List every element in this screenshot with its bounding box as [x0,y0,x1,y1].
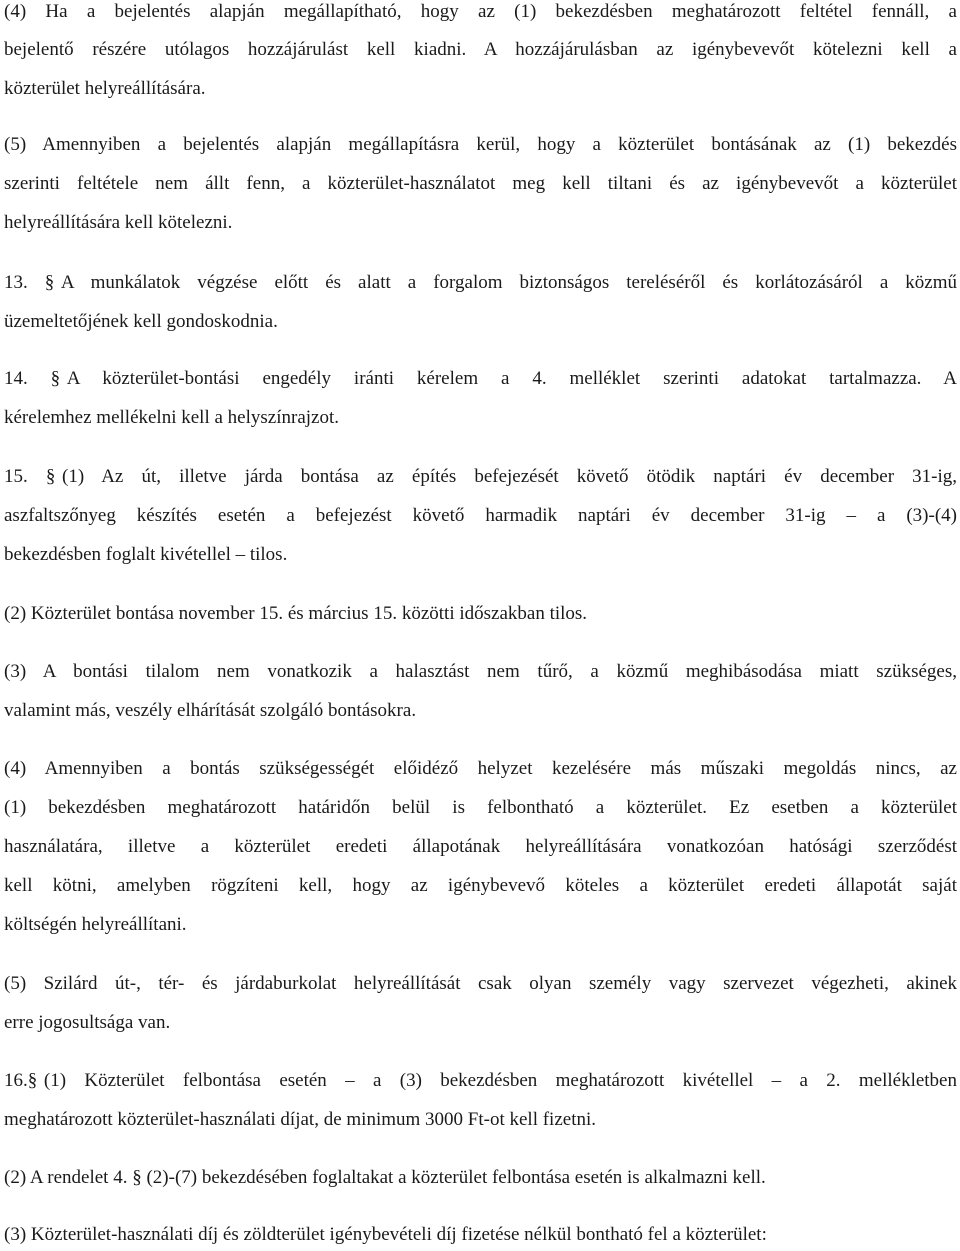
text-line: aszfaltszőnyeg készítés esetén a befejezést követő harmadik naptári év december 31-ig – a (3)-(4) [4,505,957,526]
text-line: közterület helyreállítására. [4,78,206,99]
section-number: 13. [4,272,28,293]
text-line: (2) Közterület bontása november 15. és március 15. közötti időszakban tilos. [4,603,588,624]
section-text: (1) Az út, illetve járda bontása az építés befejezését követő ötödik naptári év december 31-ig, [62,466,957,487]
text-line: (2) A rendelet 4. § (2)-(7) bekezdésében foglaltakat a közterület felbontása esetén is alkalmazni kell. [4,1167,766,1188]
text-line: (5) Amennyiben a bejelentés alapján megállapításra kerül, hogy a közterület bontásának az (1) bekezdés [4,134,957,155]
text-line [4,466,957,488]
text-line: (3) A bontási tilalom nem vonatkozik a halasztást nem tűrő, a közmű meghibásodása miatt szükséges, [4,661,957,682]
section-sign: § [27,1070,38,1091]
section-text: A közterület-bontási engedély iránti kérelem a 4. melléklet szerinti adatokat tartalmazza. A [66,368,958,389]
text-line [4,272,957,294]
text-line: kell kötni, amelyben rögzíteni kell, hogy az igénybevevő köteles a közterület eredeti állapotát saját [4,875,957,896]
section-sign: § [45,466,56,487]
text-line: bejelentő részére utólagos hozzájárulást kell kiadni. A hozzájárulásban az igénybevevőt kötelezni kell a [4,39,957,60]
text-line: (3) Közterület-használati díj és zöldterület igénybevételi díj fizetése nélkül bontható fel a közterület: [4,1224,767,1245]
text-line: (4) Ha a bejelentés alapján megállapítható, hogy az (1) bekezdésben meghatározott feltétel fennáll, a [4,1,957,22]
section-text: (1) Közterület felbontása esetén – a (3) bekezdésben meghatározott kivétellel – a 2. mellékletben [43,1070,957,1091]
text-line: üzemeltetőjének kell gondoskodnia. [4,311,278,332]
section-text: A munkálatok végzése előtt és alatt a forgalom biztonságos tereléséről és korlátozásáról a közmű [60,272,957,293]
text-line: meghatározott közterület-használati díjat, de minimum 3000 Ft-ot kell fizetni. [4,1109,596,1130]
section-number: 16. [4,1070,28,1091]
text-line: (4) Amennyiben a bontás szükségességét előidéző helyzet kezelésére más műszaki megoldás nincs, az [4,758,957,779]
text-line: (1) bekezdésben meghatározott határidőn belül is felbontható a közterület. Ez esetben a közterület [4,797,957,818]
text-line: valamint más, veszély elhárítását szolgáló bontásokra. [4,700,417,721]
text-line: erre jogosultsága van. [4,1012,171,1033]
section-sign: § [44,272,55,293]
text-line: kérelemhez mellékelni kell a helyszínrajzot. [4,407,339,428]
text-line: bekezdésben foglalt kivétellel – tilos. [4,544,288,565]
text-line: használatára, illetve a közterület eredeti állapotának helyreállítására vonatkozóan hatósági szerződést [4,836,957,857]
text-line [4,1070,957,1092]
text-line: (5) Szilárd út-, tér- és járdaburkolat helyreállítását csak olyan személy vagy szervezet végezheti, akinek [4,973,957,994]
section-number: 15. [4,466,28,487]
text-line: helyreállítására kell kötelezni. [4,212,233,233]
section-sign: § [50,368,61,389]
text-line: költségén helyreállítani. [4,914,187,935]
section-number: 14. [4,368,28,389]
text-line: szerinti feltétele nem állt fenn, a közterület-használatot meg kell tiltani és az igénybevevőt a közterület [4,173,957,194]
text-line [4,368,957,390]
